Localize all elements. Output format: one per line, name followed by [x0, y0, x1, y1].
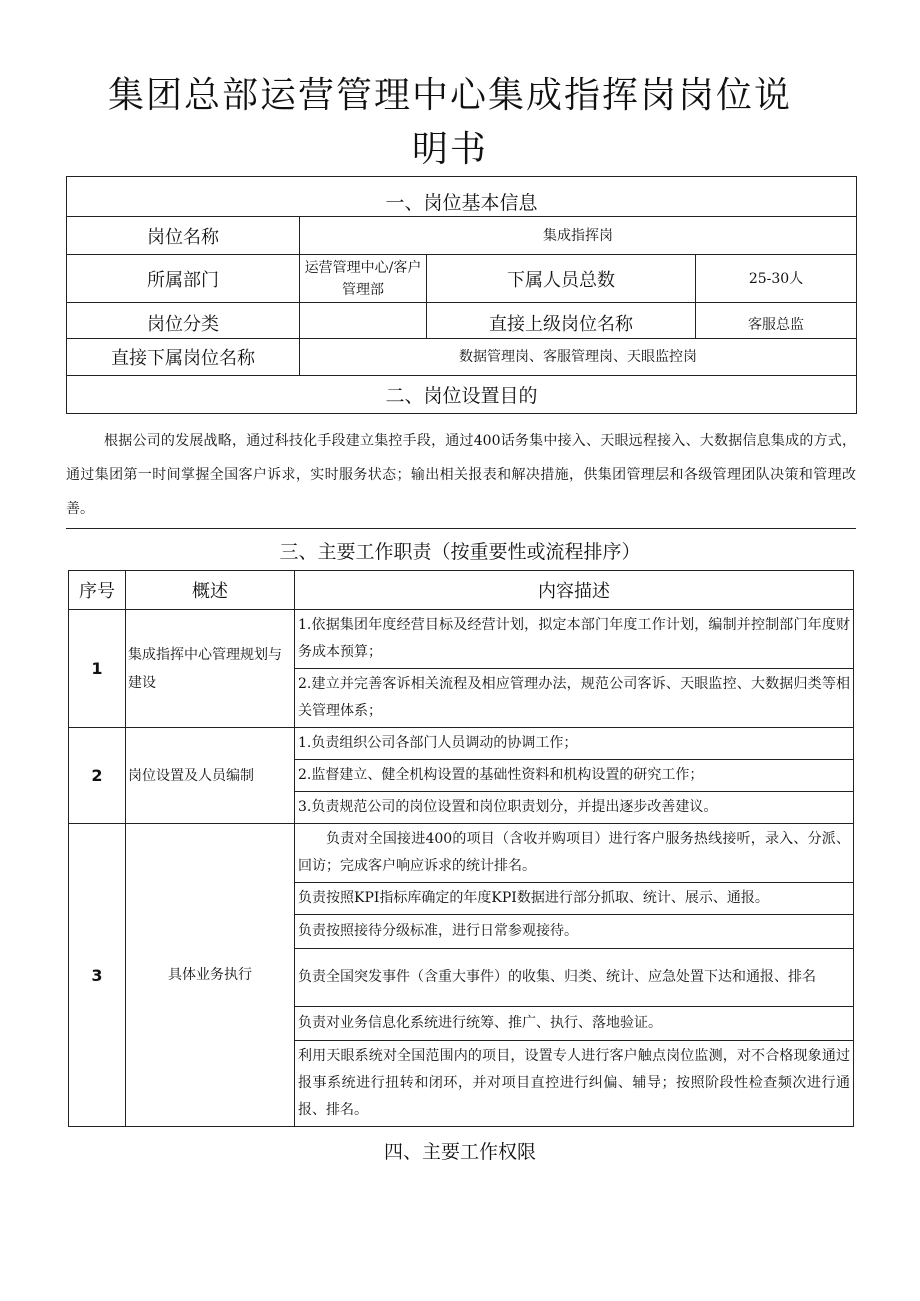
section3-heading: 三、主要工作职责（按重要性或流程排序）	[279, 541, 641, 563]
col-no-header: 序号	[69, 571, 126, 610]
subordinate-names-label: 直接下属岗位名称	[67, 339, 300, 376]
section4-heading: 四、主要工作权限	[383, 1141, 536, 1163]
job-name-label: 岗位名称	[67, 217, 300, 255]
col-overview-header: 概述	[126, 571, 295, 610]
section2-heading: 二、岗位设置目的	[67, 376, 857, 414]
row2-overview: 岗位设置及人员编制	[126, 728, 295, 824]
document-title-line2: 明书	[411, 129, 488, 170]
subordinate-count-label: 下属人员总数	[427, 255, 696, 303]
department-label: 所属部门	[67, 255, 300, 303]
row3-item1: 负责对全国接进400的项目（含收并购项目）进行客户服务热线接听，录入、分派、回访；完成客户响应诉求的统计排名。	[295, 824, 854, 883]
section1-heading: 一、岗位基本信息	[67, 177, 857, 217]
col-content-header: 内容描述	[295, 571, 854, 610]
basic-info-table	[66, 176, 857, 414]
row3-item5: 负责对业务信息化系统进行统筹、推广、执行、落地验证。	[295, 1007, 854, 1041]
row3-item2: 负责按照KPI指标库确定的年度KPI数据进行部分抓取、统计、展示、通报。	[295, 883, 854, 915]
row3-item3: 负责按照接待分级标准，进行日常参观接待。	[295, 915, 854, 949]
row1-item2: 2.建立并完善客诉相关流程及相应管理办法，规范公司客诉、天眼监控、大数据归类等相关管理体系；	[295, 669, 854, 728]
row3-item6: 利用天眼系统对全国范围内的项目，设置专人进行客户触点岗位监测，对不合格现象通过报事系统进行扭转和闭环，并对项目直控进行纠偏、辅导；按照阶段性检查频次进行通报、排名。	[295, 1041, 854, 1127]
purpose-paragraph: 根据公司的发展战略，通过科技化手段建立集控手段，通过400话务集中接入、天眼远程接入、大数据信息集成的方式，通过集团第一时间掌握全国客户诉求，实时服务状态；输出相关报表和解决措施，供集团管理层和各级管理团队决策和管理改善。	[66, 424, 856, 529]
category-value	[300, 303, 427, 339]
document-title-line1: 集团总部运营管理中心集成指挥岗岗位说	[107, 75, 792, 116]
row2-item3: 3.负责规范公司的岗位设置和岗位职责划分，并提出逐步改善建议。	[295, 792, 854, 824]
row1-overview: 集成指挥中心管理规划与建设	[126, 610, 295, 728]
superior-label: 直接上级岗位名称	[427, 303, 696, 339]
row3-item4: 负责全国突发事件（含重大事件）的收集、归类、统计、应急处置下达和通报、排名	[295, 949, 854, 1007]
subordinate-names-value: 数据管理岗、客服管理岗、天眼监控岗	[300, 339, 857, 376]
row3-number: 3	[69, 824, 126, 1127]
duties-table	[68, 570, 854, 1127]
row1-item1: 1.依据集团年度经营目标及经营计划，拟定本部门年度工作计划，编制并控制部门年度财务成本预算；	[295, 610, 854, 669]
category-label: 岗位分类	[67, 303, 300, 339]
row2-item2: 2.监督建立、健全机构设置的基础性资料和机构设置的研究工作；	[295, 760, 854, 792]
row2-number: 2	[69, 728, 126, 824]
department-value: 运营管理中心/客户管理部	[300, 255, 427, 303]
superior-value: 客服总监	[696, 303, 857, 339]
row3-overview: 具体业务执行	[126, 824, 295, 1127]
row2-item1: 1.负责组织公司各部门人员调动的协调工作；	[295, 728, 854, 760]
job-name-value: 集成指挥岗	[300, 217, 857, 255]
subordinate-count-value: 25-30人	[696, 255, 857, 303]
row1-number: 1	[69, 610, 126, 728]
